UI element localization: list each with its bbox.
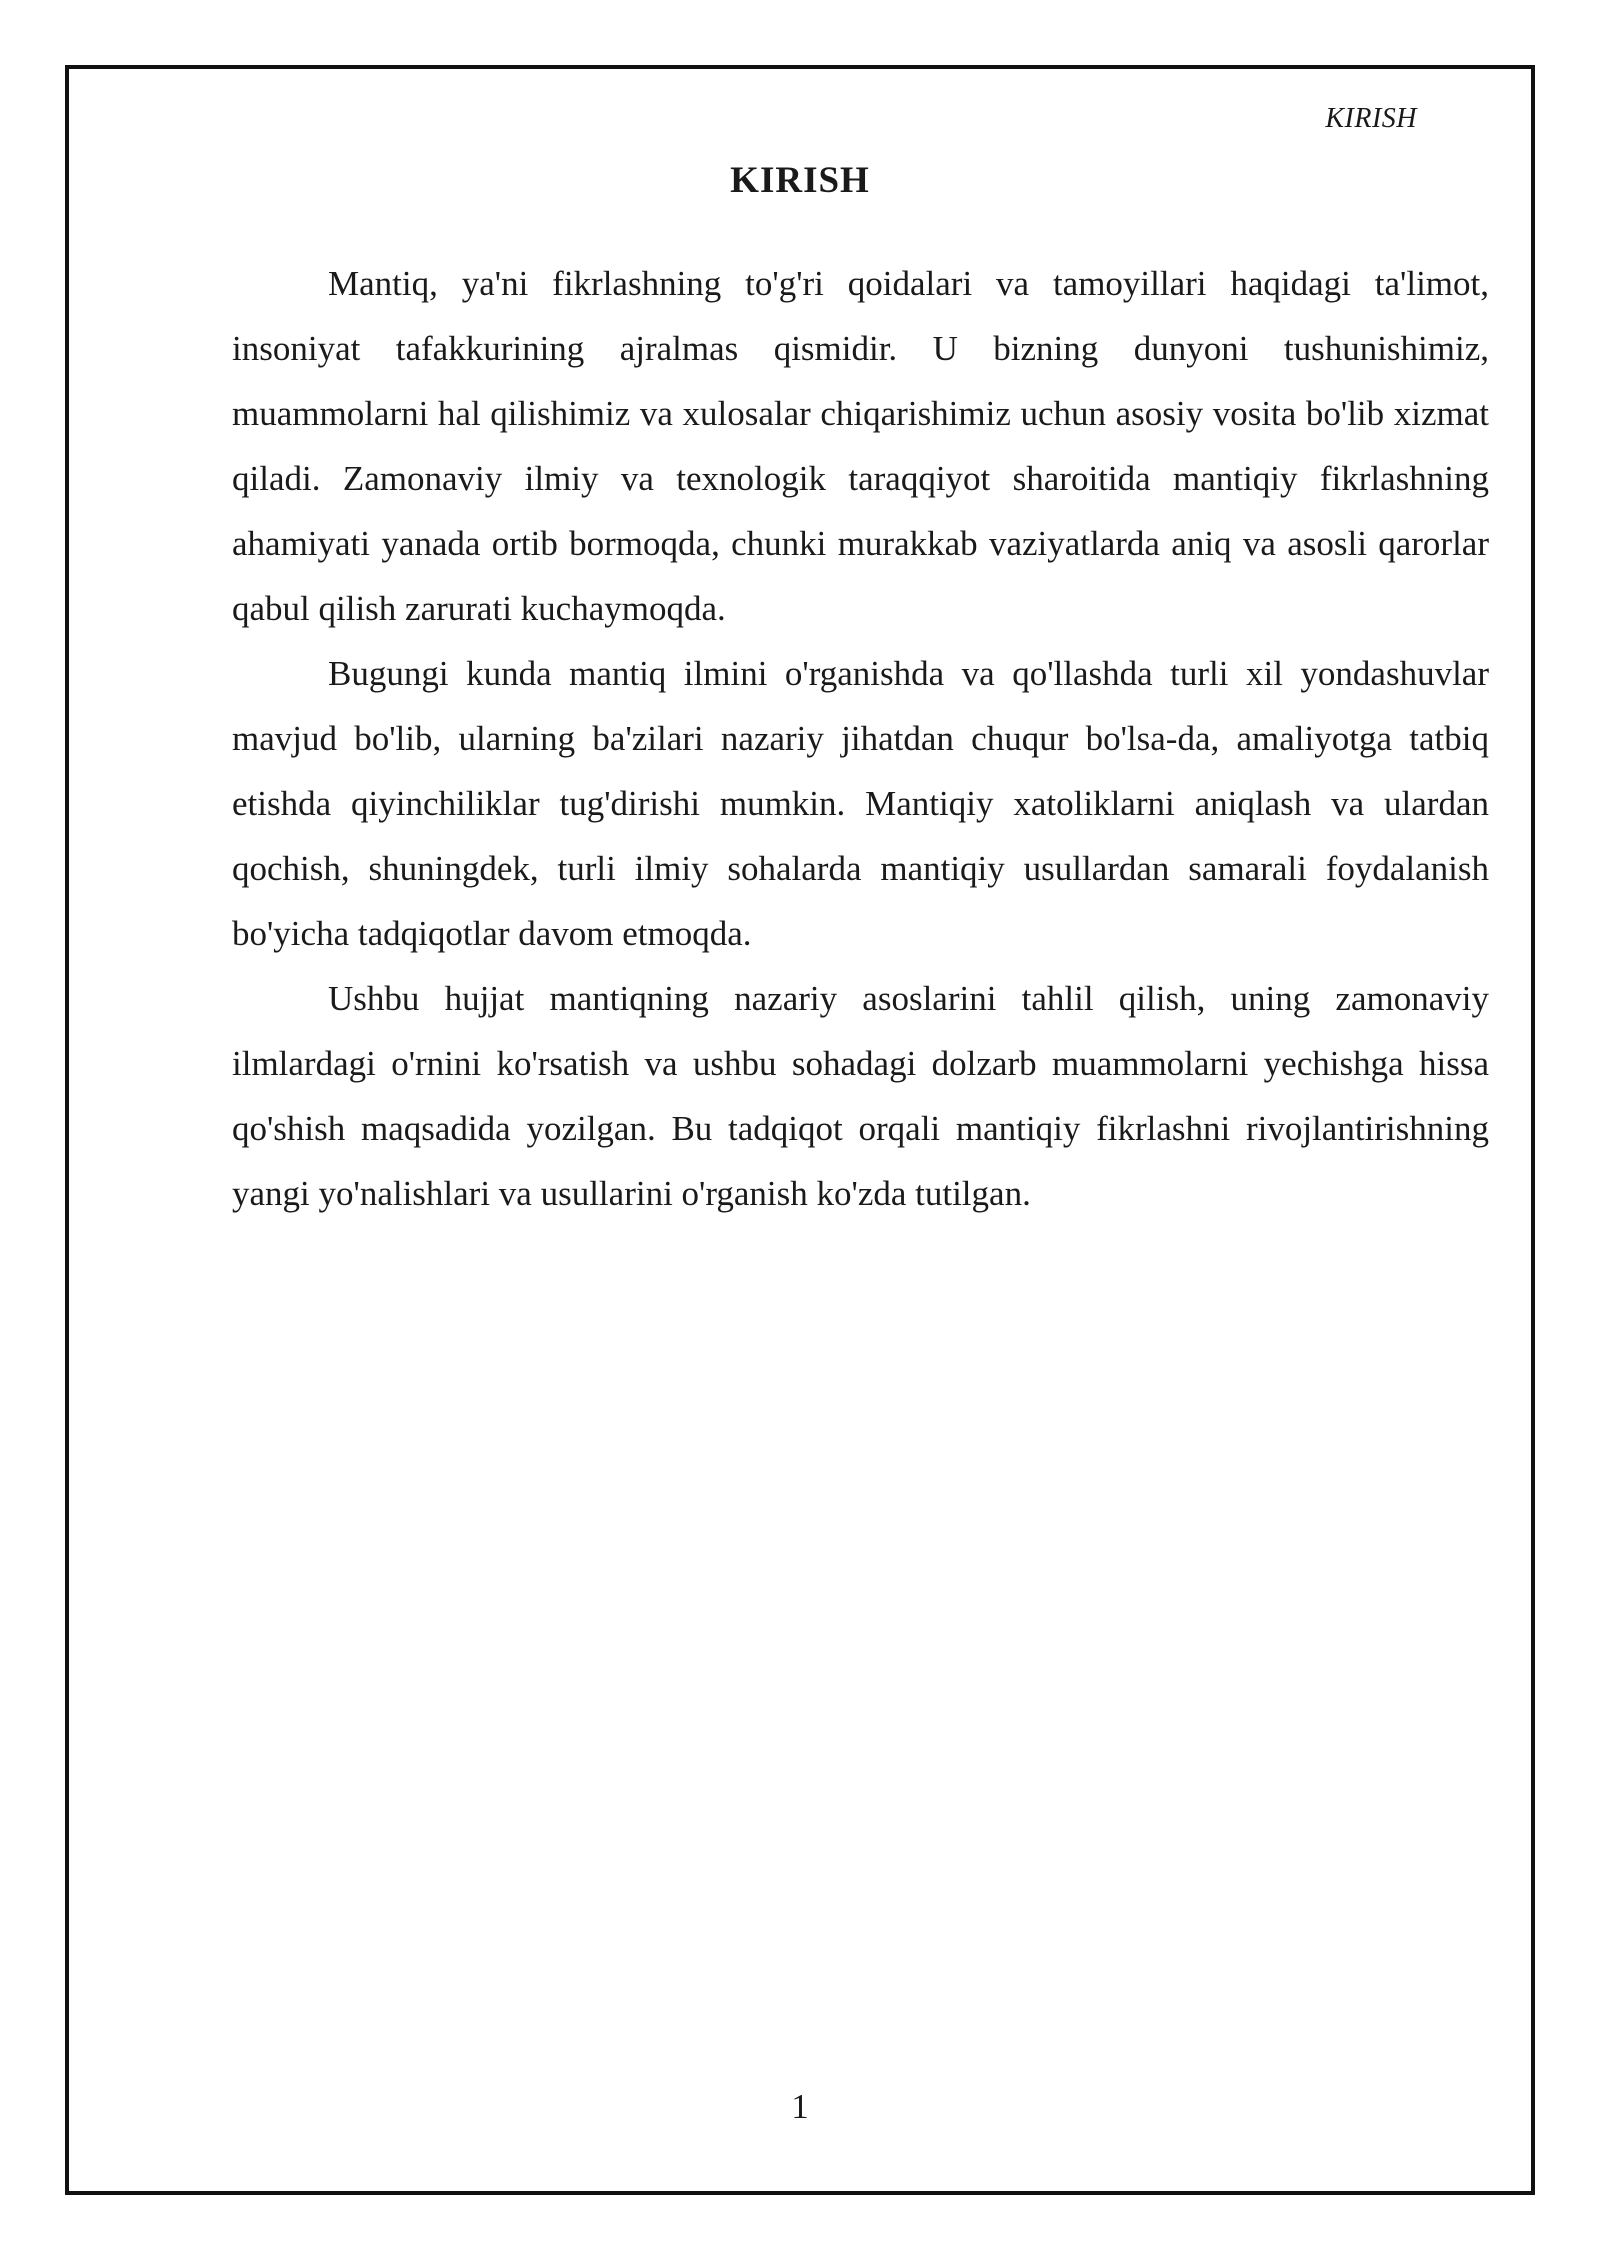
paragraph: Bugungi kunda mantiq ilmini o'rganishda va qo'llashda turli xil yondashuvlar mavjud bo'lib, ularning ba'zilari nazariy jihatdan chuqur bo'lsa-da, amaliyotga tatbiq etishda qiyinchiliklar tug'dirishi mumkin. Mantiqiy xatoliklarni aniqlash va ulardan qochish, shuningdek, turli ilmiy sohalarda mantiqiy usullardan samarali foydalanish bo'yicha tadqiqotlar davom etmoqda.: [232, 654, 1489, 953]
body-text: [232, 251, 1489, 1226]
paragraph: Ushbu hujjat mantiqning nazariy asoslarini tahlil qilish, uning zamonaviy ilmlardagi o'rnini ko'rsatish va ushbu sohadagi dolzarb muammolarni yechishga hissa qo'shish maqsadida yozilgan. Bu tadqiqot orqali mantiqiy fikrlashni rivojlantirishning yangi yo'nalishlari va usullarini o'rganish ko'zda tutilgan.: [232, 979, 1489, 1213]
page-number: 1: [791, 2087, 809, 2126]
paragraph: Mantiq, ya'ni fikrlashning to'g'ri qoidalari va tamoyillari haqidagi ta'limot, insoniyat tafakkurining ajralmas qismidir. U bizning dunyoni tushunishimiz, muammolarni hal qilishimiz va xulosalar chiqarishimiz uchun asosiy vosita bo'lib xizmat qiladi. Zamonaviy ilmiy va texnologik taraqqiyot sharoitida mantiqiy fikrlashning ahamiyati yanada ortib bormoqda, chunki murakkab vaziyatlarda aniq va asosli qarorlar qabul qilish zarurati kuchaymoqda.: [232, 264, 1489, 628]
page-title: KIRISH: [730, 160, 870, 201]
running-header: KIRISH: [1325, 103, 1417, 134]
page-border: [65, 65, 1535, 2195]
